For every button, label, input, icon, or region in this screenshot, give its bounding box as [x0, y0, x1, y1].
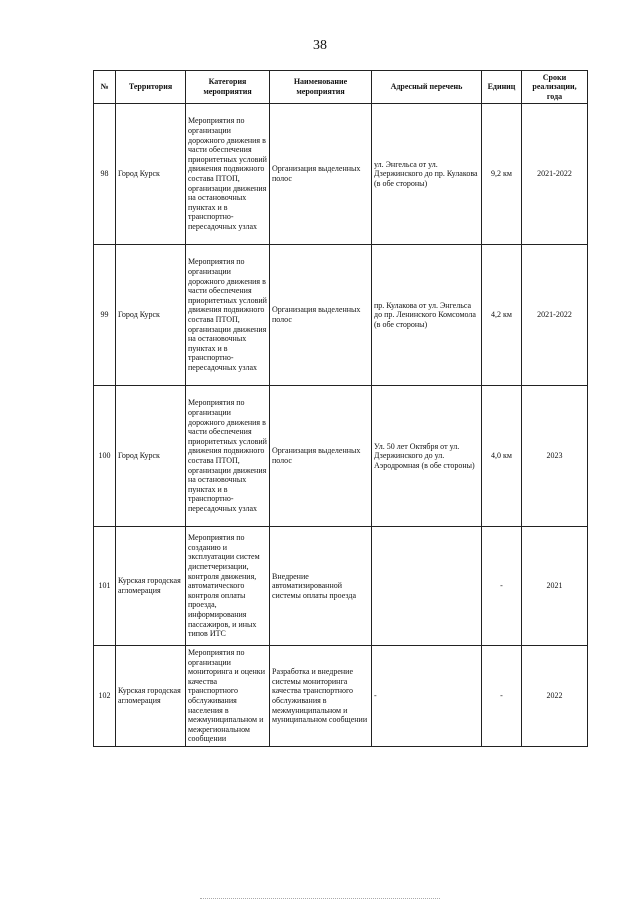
header-name: Наименование мероприятия — [270, 71, 372, 104]
row-category: Мероприятия по организации дорожного движения в части обеспечения приоритетных условий движения подвижного состава ПТОП, организации движения на остановочных пунктах и в транспортно-пересадочных узлах — [186, 245, 270, 386]
row-address: Ул. 50 лет Октября от ул. Дзержинского до ул. Аэродромная (в обе стороны) — [372, 386, 482, 527]
table-row — [94, 386, 588, 527]
row-units: - — [482, 646, 522, 747]
row-units: - — [482, 527, 522, 646]
row-units: 9,2 км — [482, 104, 522, 245]
page-number: 38 — [313, 38, 327, 53]
header-territory: Территория — [116, 71, 186, 104]
row-name: Разработка и внедрение системы мониторинга качества транспортного обслуживания в межмуниципальном и муниципальном сообщении — [270, 646, 372, 747]
row-name: Организация выделенных полос — [270, 245, 372, 386]
row-number: 101 — [94, 527, 116, 646]
table-row — [94, 646, 588, 747]
header-address: Адресный перечень — [372, 71, 482, 104]
row-years: 2023 — [522, 386, 588, 527]
header-units: Единиц — [482, 71, 522, 104]
row-years: 2021 — [522, 527, 588, 646]
row-years: 2022 — [522, 646, 588, 747]
row-number: 98 — [94, 104, 116, 245]
header-years: Сроки реализации, года — [522, 71, 588, 104]
row-category: Мероприятия по организации дорожного движения в части обеспечения приоритетных условий движения подвижного состава ПТОП, организации движения на остановочных пунктах и в транспортно-пересадочных узлах — [186, 386, 270, 527]
row-category: Мероприятия по организации мониторинга и оценки качества транспортного обслуживания населения в межмуниципальном и межрегиональном сообщении — [186, 646, 270, 747]
row-years: 2021-2022 — [522, 104, 588, 245]
row-name: Организация выделенных полос — [270, 386, 372, 527]
table-row — [94, 245, 588, 386]
row-units: 4,2 км — [482, 245, 522, 386]
row-address: ул. Энгельса от ул. Дзержинского до пр. Кулакова (в обе стороны) — [372, 104, 482, 245]
table-row — [94, 527, 588, 646]
row-address: - — [372, 646, 482, 747]
row-territory: Курская городская агломерация — [116, 646, 186, 747]
row-territory: Город Курск — [116, 386, 186, 527]
header-number: № — [94, 71, 116, 104]
row-number: 100 — [94, 386, 116, 527]
row-number: 99 — [94, 245, 116, 386]
row-address — [372, 527, 482, 646]
row-territory: Курская городская агломерация — [116, 527, 186, 646]
header-row — [94, 71, 588, 104]
table-row — [94, 104, 588, 245]
scan-artifact-divider — [200, 898, 440, 900]
row-category: Мероприятия по созданию и эксплуатации систем диспетчеризации, контроля движения, автоматического контроля оплаты проезда, информирования пассажиров, и иных типов ИТС — [186, 527, 270, 646]
row-territory: Город Курск — [116, 245, 186, 386]
row-territory: Город Курск — [116, 104, 186, 245]
row-name: Внедрение автоматизированной системы оплаты проезда — [270, 527, 372, 646]
measures-table — [93, 70, 588, 747]
row-units: 4,0 км — [482, 386, 522, 527]
row-number: 102 — [94, 646, 116, 747]
row-address: пр. Кулакова от ул. Энгельса до пр. Ленинского Комсомола (в обе стороны) — [372, 245, 482, 386]
row-name: Организация выделенных полос — [270, 104, 372, 245]
row-category: Мероприятия по организации дорожного движения в части обеспечения приоритетных условий движения подвижного состава ПТОП, организации движения на остановочных пунктах и в транспортно-пересадочных узлах — [186, 104, 270, 245]
header-category: Категория мероприятия — [186, 71, 270, 104]
row-years: 2021-2022 — [522, 245, 588, 386]
